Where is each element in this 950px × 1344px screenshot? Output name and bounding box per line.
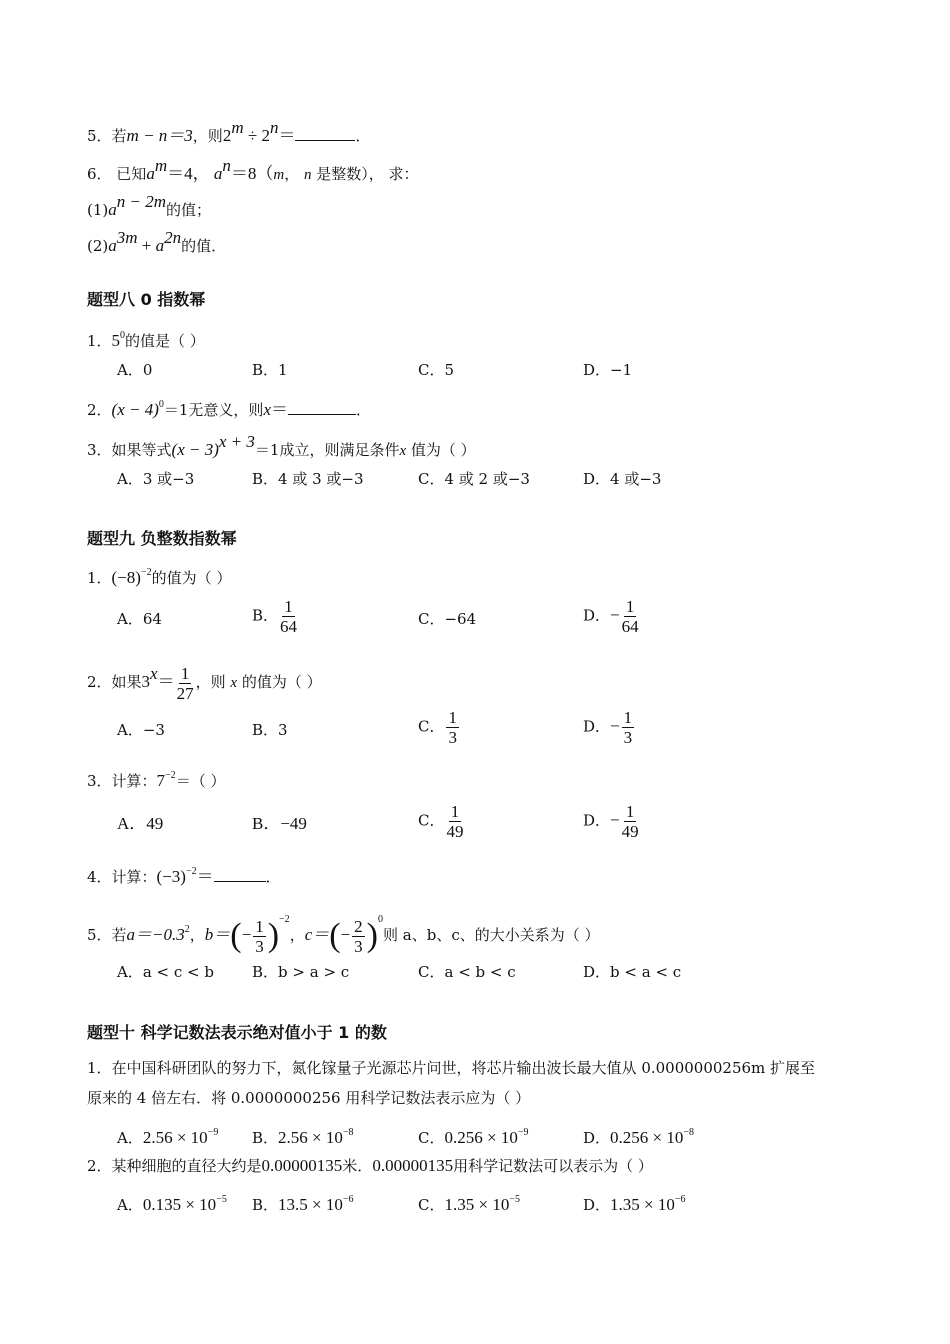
option-a[interactable]: A．$0.135 \times 10^{-5}$: [117, 1194, 227, 1214]
s10-q2: 2．某种细胞的直径大约是0.00000135米．0.00000135用科学记数法可以表示为（ ）: [87, 1156, 653, 1175]
s9-q5: 5．若$a=-0.3^2$，b＝(− $\frac{1}{3}$ )$^{-2}$，c＝(− $\frac{2}{3}$ )$^0$则 a、b、c、的大小关系为（ ）: [87, 914, 600, 956]
option-d[interactable]: D．b < a < c: [583, 963, 682, 981]
s9-q2-options: [0, 708, 950, 752]
s8-q3-options: [0, 469, 950, 489]
fraction: $\frac{1}{3}$: [448, 708, 457, 747]
fraction: $\frac{1}{27}$: [176, 663, 194, 703]
option-b[interactable]: B．−49: [252, 814, 307, 833]
option-c[interactable]: C．5: [418, 361, 455, 379]
fraction: $\frac{1}{49}$: [621, 802, 639, 841]
option-c[interactable]: C． $\frac{1}{3}$: [418, 708, 457, 747]
s10-q1-line1: 1．在中国科研团队的努力下，氮化镓量子光源芯片问世，将芯片输出波长最大值从 0.0000000256m 扩展至: [87, 1059, 816, 1077]
option-b[interactable]: B．$13.5 \times 10^{-6}$: [252, 1194, 354, 1214]
section-title-10: 题型十 科学记数法表示绝对值小于 1 的数: [87, 1023, 387, 1042]
fraction: $\frac{1}{49}$: [446, 802, 464, 841]
s10-q1-options: [0, 1123, 950, 1147]
option-c[interactable]: C．a < b < c: [418, 963, 516, 981]
answer-blank[interactable]: [214, 867, 266, 882]
s8-q2: 2．$(x - 4)^0=1$无意义，则x＝ ．: [87, 399, 371, 419]
s9-q1: 1．$(-8)^{-2}$的值为（ ）: [87, 567, 232, 587]
s9-q5-options: [0, 962, 950, 982]
option-c[interactable]: C． $\frac{1}{49}$: [418, 802, 464, 841]
q6-part2: $(2)a^{3m} + a^{2n}$的值．: [87, 228, 227, 255]
option-a[interactable]: A．$2.56 \times 10^{-9}$: [117, 1127, 219, 1147]
option-a[interactable]: A．−3: [117, 721, 165, 739]
section-title-8: 题型八 0 指数幂: [87, 290, 206, 309]
q5-condition: m − n＝3: [126, 126, 193, 145]
fraction: $\frac{2}{3}$: [354, 916, 363, 956]
option-c[interactable]: C．−64: [418, 610, 477, 628]
s9-q3: 3．计算：$7^{-2}=$（ ）: [87, 770, 226, 790]
s9-q2: 2．如果$3^x=$ $\frac{1}{27}$ ，则 x 的值为（ ）: [87, 663, 322, 703]
option-b[interactable]: B．3: [252, 721, 288, 739]
option-d[interactable]: D．− $\frac{1}{3}$: [583, 708, 633, 747]
answer-blank[interactable]: [288, 400, 356, 415]
fraction: $\frac{1}{3}$: [623, 708, 633, 747]
option-c[interactable]: C．$1.35 \times 10^{-5}$: [418, 1194, 520, 1214]
fraction: $\frac{1}{3}$: [255, 916, 264, 956]
option-a[interactable]: A．64: [117, 610, 162, 628]
option-d[interactable]: D．− $\frac{1}{49}$: [583, 802, 639, 841]
option-a[interactable]: A．a < c < b: [117, 963, 214, 981]
option-b[interactable]: B．1: [252, 361, 288, 379]
s8-q3: 3．如果等式$(x - 3)^{x + 3}=1$成立，则满足条件x 值为（ ）: [87, 432, 476, 459]
s10-q2-options: [0, 1190, 950, 1214]
option-a[interactable]: A．0: [117, 361, 153, 379]
option-a[interactable]: A．49: [117, 814, 164, 833]
option-a[interactable]: A．3 或−3: [117, 470, 195, 488]
s9-q4: 4．计算：$(-3)^{-2}=$ ．: [87, 866, 281, 886]
answer-blank[interactable]: [295, 126, 355, 141]
option-d[interactable]: D．−1: [583, 361, 633, 379]
fraction: $\frac{1}{64}$: [621, 597, 639, 636]
option-b[interactable]: B．$2.56 \times 10^{-8}$: [252, 1127, 354, 1147]
option-b[interactable]: B．4 或 3 或−3: [252, 470, 364, 488]
s8-q1-options: [0, 360, 950, 380]
section-title-9: 题型九 负整数指数幂: [87, 529, 237, 548]
option-d[interactable]: D．4 或−3: [583, 470, 662, 488]
option-d[interactable]: D．$0.256 \times 10^{-8}$: [583, 1127, 695, 1147]
s9-q3-options: [0, 802, 950, 846]
option-c[interactable]: C．4 或 2 或−3: [418, 470, 530, 488]
option-b[interactable]: B．b > a > c: [252, 963, 350, 981]
q6-line: 6． 已知$a^m=4$， $a^n=8(m$， n 是整数）， 求：: [87, 156, 419, 183]
s9-q1-options: [0, 597, 950, 641]
option-c[interactable]: C．$0.256 \times 10^{-9}$: [418, 1127, 529, 1147]
option-d[interactable]: D．$1.35 \times 10^{-6}$: [583, 1194, 686, 1214]
fraction: $\frac{1}{64}$: [280, 597, 298, 636]
q5-line: 5．若m − n＝3，则$2^m \div 2^n=$ ．: [87, 118, 371, 145]
option-d[interactable]: D．− $\frac{1}{64}$: [583, 597, 639, 636]
s8-q1: 1．$5^0$的值是（ ）: [87, 330, 205, 350]
q6-part1: $(1)a^{n - 2m}$的值；: [87, 192, 212, 219]
option-b[interactable]: B． $\frac{1}{64}$: [252, 597, 298, 636]
s10-q1-line2: 原来的 4 倍左右．将 0.0000000256 用科学记数法表示应为（ ）: [87, 1089, 531, 1107]
